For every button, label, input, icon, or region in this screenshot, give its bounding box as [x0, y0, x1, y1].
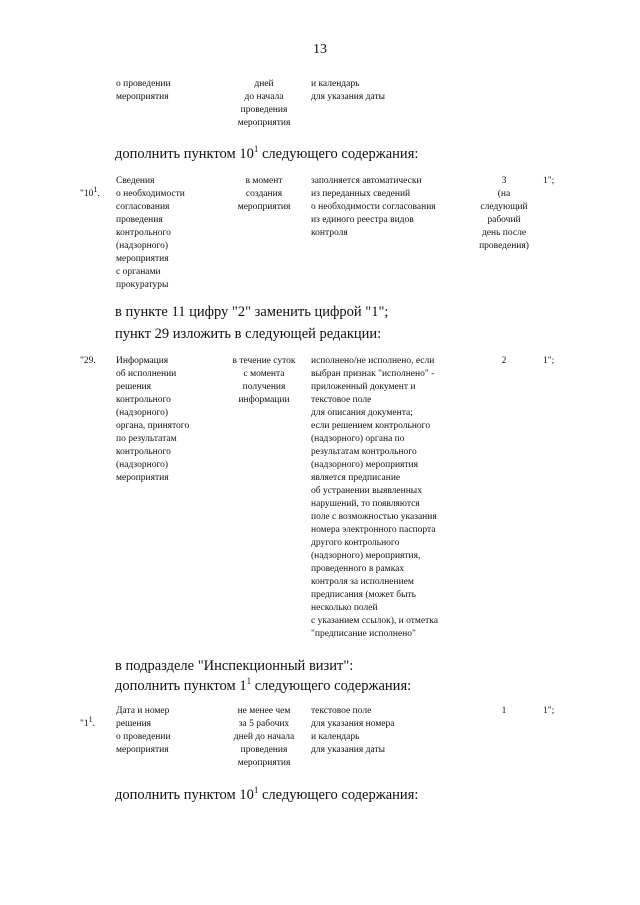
row-term: в течение суток с момента получения информации: [232, 356, 296, 405]
paragraph-subsection-inspection: в подразделе "Инспекционный визит":: [115, 658, 354, 674]
row-level: 2: [501, 356, 507, 366]
row-description: заполняется автоматически из переданных сведений о необходимости согласования из единого реестра видов контроля: [311, 176, 436, 238]
row-description: и календарь для указания даты: [311, 79, 385, 102]
row-flag: 1";: [543, 176, 555, 186]
row-number: "$10^1$.: [80, 184, 100, 199]
paragraph-rewrite-29: пункт 29 изложить в следующей редакции:: [115, 326, 382, 342]
row-number: "$1^1$.: [80, 714, 96, 729]
row-name: Информация об исполнении решения контрольного (надзорного) органа, принятого по результатам контрольного (надзорного) мероприятия: [116, 356, 190, 483]
row-name: Сведения о необходимости согласования проведения контрольного (надзорного) мероприятия с органами прокуратуры: [116, 176, 185, 290]
row-number: "29.: [80, 356, 96, 366]
paragraph-add-10-1-second: дополнить пунктом $10^1$ следующего содержания:: [115, 785, 419, 803]
row-flag: 1";: [543, 356, 555, 366]
row-name: о проведении мероприятия: [116, 79, 171, 102]
row-name: Дата и номер решения о проведении мероприятия: [116, 706, 171, 755]
page-number: 13: [313, 42, 327, 57]
row-flag: 1";: [543, 706, 555, 716]
row-description: текстовое поле для указания номера и календарь для указания даты: [311, 706, 395, 755]
paragraph-replace-11: в пункте 11 цифру "2" заменить цифрой "1";: [115, 304, 389, 320]
paragraph-add-1-1: дополнить пунктом $1^1$ следующего содержания:: [115, 676, 412, 694]
row-term: в момент создания мероприятия: [237, 176, 291, 212]
row-term: дней до начала проведения мероприятия: [237, 79, 291, 128]
row-level: 3 (на следующий рабочий день после проведения): [479, 176, 529, 251]
row-description: исполнено/не исполнено, если выбран признак "исполнено" - приложенный документ и текстовое поле для описания документа; если решением контрольного (надзорного) органа по результатам контрольного (надзорного) мероприятия является предписание об устранении выявленных нарушений, то появляются поле с возможностью указания номера электронного паспорта другого контрольного (надзорного) мероприятия, проведенного в рамках контроля за исполнением предписания (может быть несколько полей с указанием ссылок), и отметка "предписание исполнено": [311, 356, 438, 639]
row-term: не менее чем за 5 рабочих дней до начала проведения мероприятия: [233, 706, 295, 768]
row-level: 1: [501, 706, 507, 716]
paragraph-add-10-1: дополнить пунктом $10^1$ следующего содержания:: [115, 144, 419, 162]
